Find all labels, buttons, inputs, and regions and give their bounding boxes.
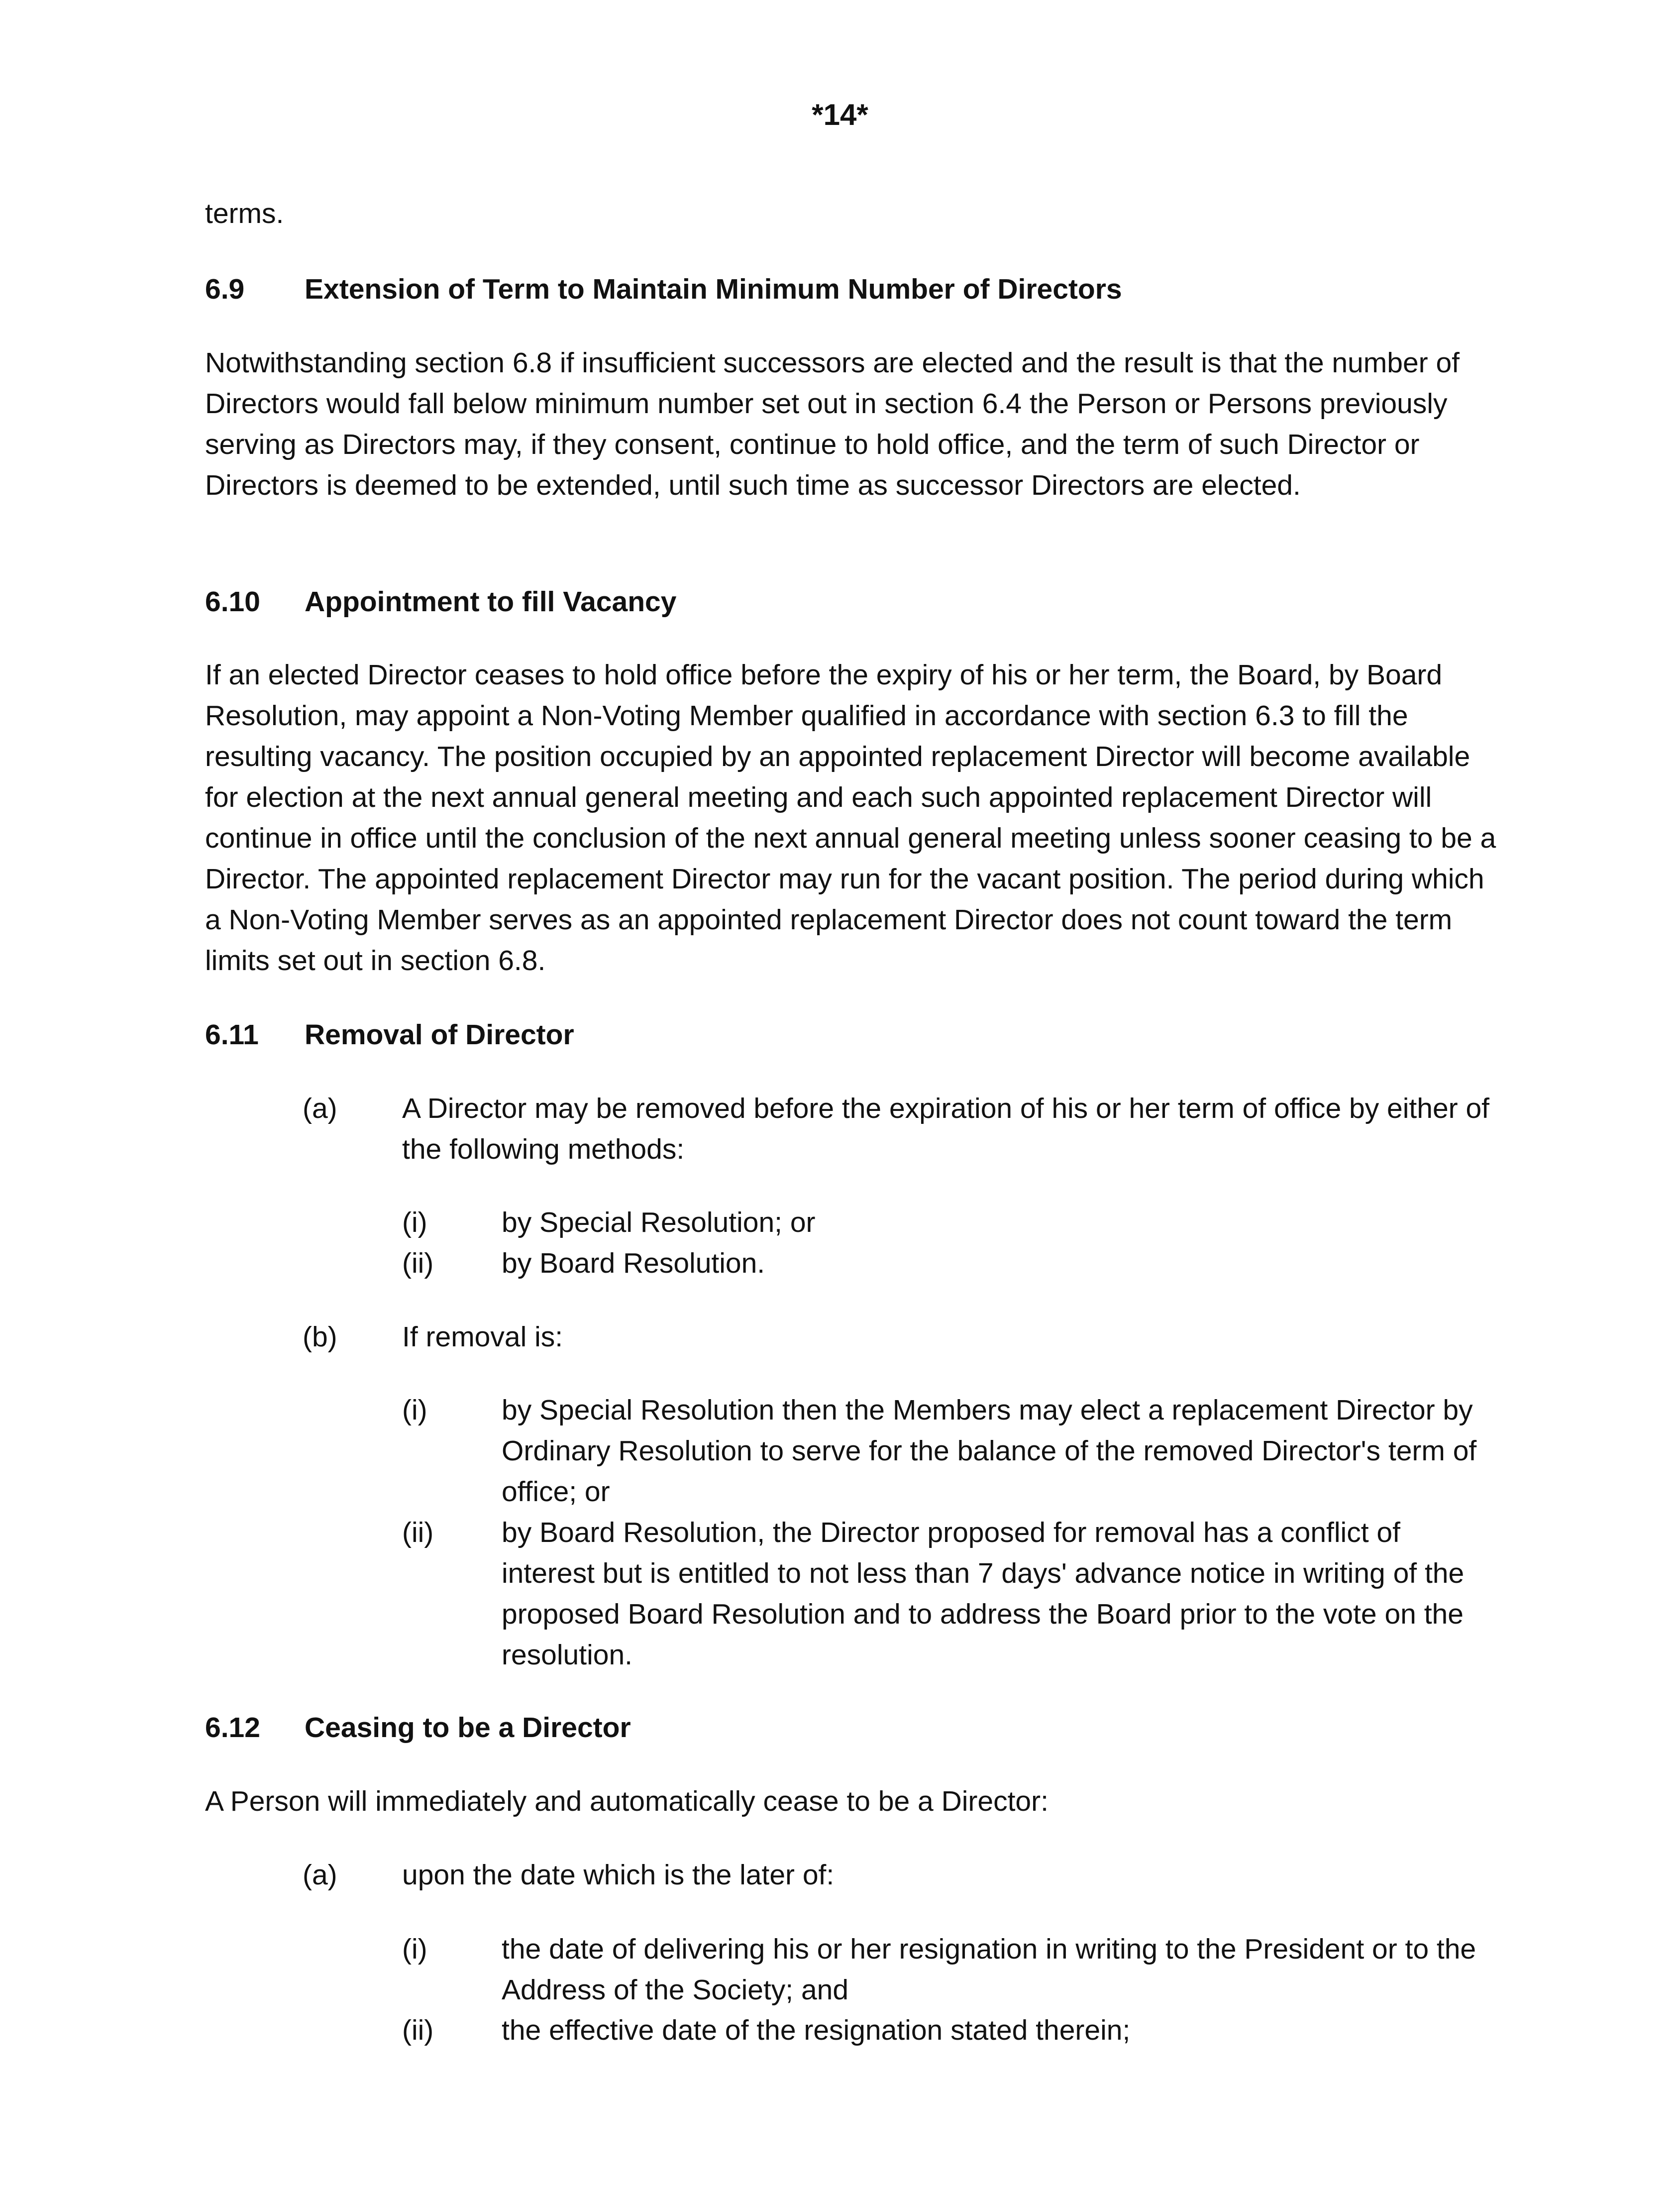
subitem-text: by Special Resolution; or bbox=[502, 1206, 816, 1238]
page-number: *14* bbox=[812, 98, 868, 131]
item-text: A Director may be removed before the expiration of his or her term of office by either of the following methods: bbox=[402, 1093, 1490, 1165]
continuation-text: terms. bbox=[205, 198, 284, 229]
item-text: If removal is: bbox=[402, 1321, 563, 1353]
item-text: upon the date which is the later of: bbox=[402, 1859, 835, 1891]
section-number: 6.11 bbox=[205, 1019, 259, 1051]
section-title: Appointment to fill Vacancy bbox=[305, 586, 677, 618]
item-label: (a) bbox=[303, 1859, 337, 1891]
section-body-6-9: Notwithstanding section 6.8 if insufficient successors are elected and the result is that the number of Directors would fall below minimum number set out in section 6.4 the Person or Persons previously serving as Directors may, if they consent, continue to hold office, and the term of such Director or Directors is deemed to be extended, until such time as successor Directors are elected. bbox=[205, 347, 1460, 501]
section-title: Extension of Term to Maintain Minimum Number of Directors bbox=[305, 273, 1122, 305]
subitem-label: (i) bbox=[402, 1933, 427, 1965]
subitem-label: (ii) bbox=[402, 2014, 434, 2046]
section-number: 6.12 bbox=[205, 1712, 260, 1744]
item-label: (a) bbox=[303, 1093, 337, 1124]
subitem-label: (i) bbox=[402, 1206, 427, 1238]
subitem-text: by Board Resolution. bbox=[502, 1247, 765, 1279]
section-title: Ceasing to be a Director bbox=[305, 1712, 631, 1744]
subitem-text: by Board Resolution, the Director proposed for removal has a conflict of interest but is entitled to not less than 7 days' advance notice in writing of the proposed Board Resolution and to address the Board prior to the vote on the resolution. bbox=[502, 1517, 1465, 1671]
subitem-label: (ii) bbox=[402, 1247, 434, 1279]
subitem-text: the date of delivering his or her resignation in writing to the President or to the Address of the Society; and bbox=[502, 1933, 1476, 2006]
section-heading-6-9 bbox=[205, 269, 1122, 310]
section-heading-6-10 bbox=[205, 581, 676, 622]
section-heading-6-11 bbox=[205, 1014, 574, 1055]
item-label: (b) bbox=[303, 1321, 337, 1353]
section-number: 6.10 bbox=[205, 586, 260, 618]
subitem-text: the effective date of the resignation stated therein; bbox=[502, 2014, 1131, 2046]
section-title: Removal of Director bbox=[305, 1019, 574, 1051]
section-body-6-12: A Person will immediately and automatically cease to be a Director: bbox=[205, 1785, 1049, 1817]
subitem-label: (i) bbox=[402, 1394, 427, 1426]
subitem-label: (ii) bbox=[402, 1517, 434, 1548]
section-heading-6-12 bbox=[205, 1707, 631, 1748]
subitem-text: by Special Resolution then the Members may elect a replacement Director by Ordinary Resolution to serve for the balance of the removed Director's term of office; or bbox=[502, 1394, 1477, 1508]
section-body-6-10: If an elected Director ceases to hold office before the expiry of his or her term, the Board, by Board Resolution, may appoint a Non-Voting Member qualified in accordance with section 6.3 to fill the resulting vacancy. The position occupied by an appointed replacement Director will become available for election at the next annual general meeting and each such appointed replacement Director will continue in office until the conclusion of the next annual general meeting unless sooner ceasing to be a Director. The appointed replacement Director may run for the vacant position. The period during which a Non-Voting Member serves as an appointed replacement Director does not count toward the term limits set out in section 6.8. bbox=[205, 659, 1496, 977]
section-number: 6.9 bbox=[205, 273, 245, 305]
